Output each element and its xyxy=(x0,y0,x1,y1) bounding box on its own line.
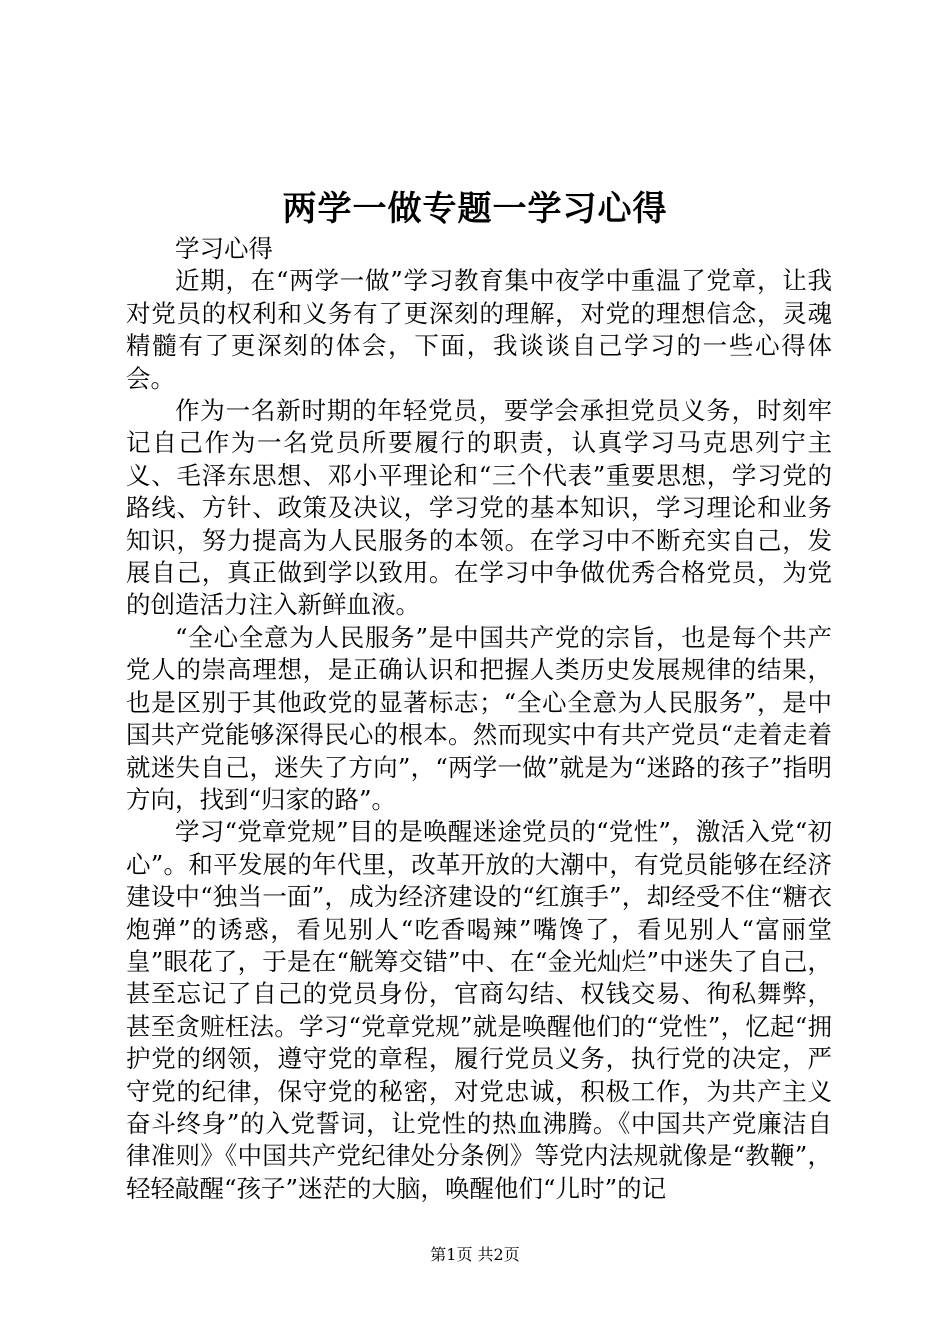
paragraph: 近期，在“两学一做”学习教育集中夜学中重温了党章，让我对党员的权利和义务有了更深刻的理解，对党的理想信念，灵魂精髓有了更深刻的体会，下面，我谈谈自己学习的一些心得体会。 xyxy=(126,266,832,393)
paragraph-subtitle: 学习心得 xyxy=(175,234,273,263)
paragraph: “全心全意为人民服务”是中国共产党的宗旨，也是每个共产党人的崇高理想，是正确认识和把握人类历史发展规律的结果，也是区别于其他政党的显著标志；“全心全意为人民服务”，是中国共产党能够深得民心的根本。然而现实中有共产党员“走着走着就迷失自己，迷失了方向”，“两学一做”就是为“迷路的孩子”指明方向，找到“归家的路”。 xyxy=(126,622,832,814)
paragraph: 学习“党章党规”目的是唤醒迷途党员的“党性”，激活入党“初心”。和平发展的年代里，改革开放的大潮中，有党员能够在经济建设中“独当一面”，成为经济建设的“红旗手”，却经受不住“糖衣炮弹”的诱惑，看见别人“吃香喝辣”嘴馋了，看见别人“富丽堂皇”眼花了，于是在“觥筹交错”中、在“金光灿烂”中迷失了自己，甚至忘记了自己的党员身份，官商勾结、权钱交易、徇私舞弊，甚至贪赃枉法。学习“党章党规”就是唤醒他们的“党性”，忆起“拥护党的纲领，遵守党的章程，履行党员义务，执行党的决定，严守党的纪律，保守党的秘密，对党忠诚，积极工作，为共产主义奋斗终身”的入党誓词，让党性的热血沸腾。《中国共产党廉洁自律准则》《中国共产党纪律处分条例》等党内法规就像是“教鞭”，轻轻敲醒“孩子”迷茫的大脑，唤醒他们“儿时”的记 xyxy=(126,817,832,1203)
paragraph: 作为一名新时期的年轻党员，要学会承担党员义务，时刻牢记自己作为一名党员所要履行的职责，认真学习马克思列宁主义、毛泽东思想、邓小平理论和“三个代表”重要思想，学习党的路线、方针、政策及决议，学习党的基本知识，学习理论和业务知识，努力提高为人民服务的本领。在学习中不断充实自己，发展自己，真正做到学以致用。在学习中争做优秀合格党员，为党的创造活力注入新鲜血液。 xyxy=(126,396,832,620)
document-body xyxy=(126,233,832,1205)
document-title: 两学一做专题一学习心得 xyxy=(282,189,668,229)
page-footer: 第1页 共2页 xyxy=(430,1245,520,1264)
